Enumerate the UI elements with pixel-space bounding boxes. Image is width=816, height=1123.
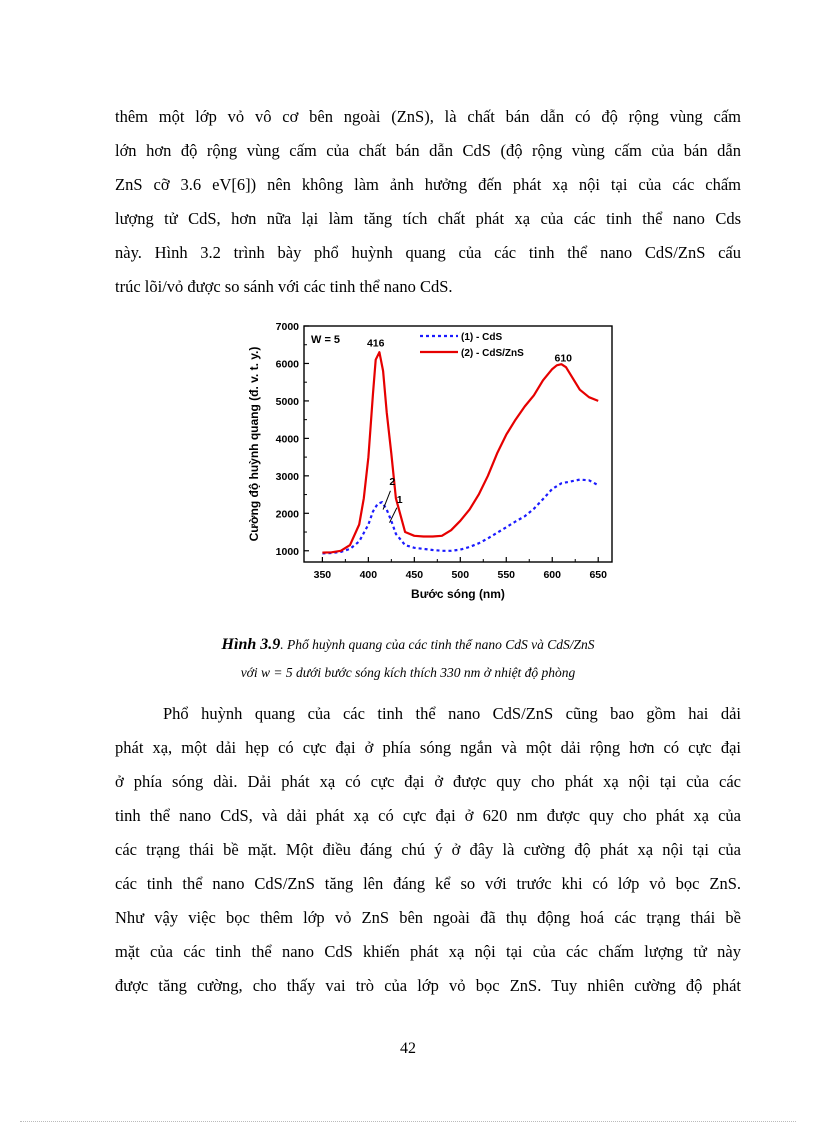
text-line: Phổ huỳnh quang của các tinh thể nano CdS/ZnS cũng bao gồm hai dải [163,704,741,723]
text-line: phát xạ, một dải hẹp có cực đại ở phía sóng ngắn và một dải rộng hơn có cực đại [115,738,741,757]
pl-spectrum-chart [240,318,620,608]
x-tick-label: 600 [543,569,562,581]
text-line: lượng tử CdS, hơn nữa lại làm tăng tích chất phát xạ của các tinh thể nano Cds [115,209,741,228]
x-tick-label: 500 [451,569,470,581]
y-tick-label: 5000 [275,395,299,408]
pl-spectrum-figure [240,318,620,608]
caption-label: Hình 3.9 [221,636,281,653]
text-line: này. Hình 3.2 trình bày phổ huỳnh quang của các tinh thể nano CdS/ZnS cấu [115,243,741,262]
legend-label-cds-zns: (2) - CdS/ZnS [461,348,524,359]
page-bottom-rule [20,1121,796,1122]
text-line: ở phía sóng dài. Dải phát xạ có cực đại ở được quy cho phát xạ nội tại của các [115,772,741,791]
annotation-label: 610 [554,352,573,365]
y-tick-label: 2000 [275,508,299,521]
y-tick-label: 7000 [275,321,299,333]
x-tick-label: 650 [589,569,607,581]
x-tick-label: 550 [497,569,516,581]
text-line: ZnS cỡ 3.6 eV[6]) nên không làm ảnh hưởng đến phát xạ nội tại của các chấm [115,175,741,194]
annotation-leader-2 [383,491,390,510]
x-tick-label: 450 [405,569,424,581]
figure-caption [0,636,816,654]
series-line-cds-zns [322,352,598,552]
text-line: các trạng thái bề mặt. Một điều đáng chú ý ở đây là cường độ phát xạ nội tại của [115,840,741,859]
annotation-label: 2 [389,476,396,489]
y-tick-label: 6000 [275,358,299,371]
figure-caption-line-2: với w = 5 dưới bước sóng kích thích 330 nm ở nhiệt độ phòng [240,665,576,680]
text-line: thêm một lớp vỏ vô cơ bên ngoài (ZnS), là chất bán dẫn có độ rộng vùng cấm [115,107,741,126]
y-tick-label: 4000 [275,433,299,446]
y-axis-title: Cường độ huỳnh quang (đ. v. t. y.) [247,346,261,542]
x-tick-label: 350 [313,569,332,581]
annotation-label: 1 [396,493,403,506]
y-tick-label: 3000 [275,470,299,483]
y-tick-label: 1000 [275,545,299,558]
x-tick-label: 400 [359,569,378,581]
text-line: Như vậy việc bọc thêm lớp vỏ ZnS bên ngoài đã thụ động hoá các trạng thái bề [115,908,741,927]
text-line: mặt của các tinh thể nano CdS khiến phát xạ nội tại của các chấm lượng tử này [115,942,741,961]
text-line: trúc lõi/vỏ được so sánh với các tinh thể nano CdS. [115,277,453,296]
x-axis-title: Bước sóng (nm) [411,587,505,601]
w-value-label: W = 5 [311,334,341,346]
text-line: các tinh thể nano CdS/ZnS tăng lên đáng kể so với trước khi có lớp vỏ bọc ZnS. [115,874,741,893]
text-line: lớn hơn độ rộng vùng cấm của chất bán dẫn CdS (độ rộng vùng cấm của bán dẫn [115,141,741,160]
paragraph-1 [115,100,741,304]
page-number: 42 [400,1040,416,1057]
legend-label-cds: (1) - CdS [461,332,503,343]
text-line: được tăng cường, cho thấy vai trò của lớp vỏ bọc ZnS. Tuy nhiên cường độ phát [115,976,741,995]
paragraph-2 [115,697,741,1003]
annotation-label: 416 [366,337,385,350]
annotation-leader-1 [390,508,397,523]
caption-line-1: . Phổ huỳnh quang của các tinh thể nano CdS và CdS/ZnS [280,637,595,652]
text-line: tinh thể nano CdS, và dải phát xạ có cực đại ở 620 nm được quy cho phát xạ của [115,806,741,825]
